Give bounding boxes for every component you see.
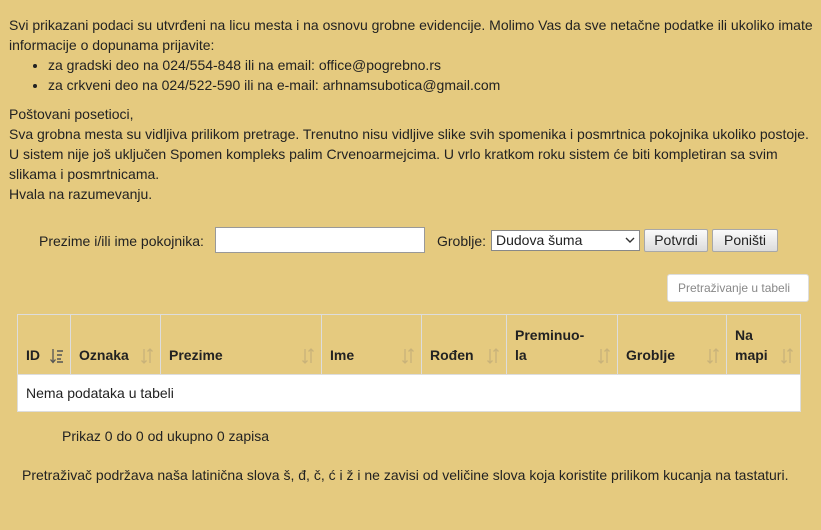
results-table bbox=[17, 314, 801, 412]
intro-section bbox=[9, 15, 814, 204]
footer-note: Pretraživač podržava naša latinična slova š, đ, č, ć i ž i ne zavisi od veličine slova koja koristite prilikom kucanja na tastaturi. bbox=[22, 467, 789, 483]
table-header bbox=[18, 315, 800, 375]
cemetery-label: Groblje: bbox=[437, 233, 487, 249]
column-header-preminuo[interactable] bbox=[507, 315, 618, 374]
column-label: Groblje bbox=[626, 347, 676, 363]
contact-item-city: • za gradski deo na 024/554-848 ili na email: office@pogrebno.rs bbox=[48, 55, 814, 75]
column-label: Na mapi bbox=[735, 327, 768, 363]
sort-ascending-icon bbox=[50, 348, 64, 364]
column-header-prezime[interactable] bbox=[161, 315, 322, 374]
sort-icon bbox=[140, 348, 154, 364]
column-label: Oznaka bbox=[79, 347, 129, 363]
sort-icon bbox=[301, 348, 315, 364]
column-header-id[interactable] bbox=[18, 315, 71, 374]
chevron-down-icon bbox=[624, 234, 636, 246]
column-label: ID bbox=[26, 347, 40, 363]
name-search-input[interactable] bbox=[215, 227, 425, 253]
column-label: Preminuo-la bbox=[515, 327, 585, 363]
reset-button[interactable]: Poništi bbox=[712, 229, 778, 252]
table-info: Prikaz 0 do 0 od ukupno 0 zapisa bbox=[62, 428, 270, 444]
table-row bbox=[18, 375, 800, 411]
empty-table-message: Nema podataka u tabeli bbox=[26, 385, 174, 401]
column-header-ime[interactable] bbox=[322, 315, 422, 374]
column-label: Prezime bbox=[169, 347, 223, 363]
greeting-text: Poštovani posetioci, bbox=[9, 106, 134, 122]
thanks-text: Hvala na razumevanju. bbox=[9, 186, 153, 202]
contact-item-church: • za crkveni deo na 024/522-590 ili na e-mail: arhnamsubotica@gmail.com bbox=[48, 75, 814, 95]
cemetery-select[interactable] bbox=[491, 230, 640, 251]
cemetery-selected-value: Dudova šuma bbox=[496, 232, 583, 248]
notice-text: Sva grobna mesta su vidljiva prilikom pretrage. Trenutno nisu vidljive slike svih spomenika i posmrtnica pokojnika ukoliko postoje. U sistem nije još uključen Spomen kompleks palim Crvenoarmejcima. U vrlo kratkom roku sistem će biti kompletiran sa svim slikama i posmrtnicama. bbox=[9, 126, 809, 182]
confirm-button[interactable]: Potvrdi bbox=[644, 229, 708, 252]
sort-icon bbox=[401, 348, 415, 364]
intro-paragraph: Svi prikazani podaci su utvrđeni na licu mesta i na osnovu grobne evidencije. Molimo Vas da sve netačne podatke ili ukoliko imate informacije o dopunama prijavite: bbox=[9, 17, 813, 53]
column-header-groblje[interactable] bbox=[618, 315, 727, 374]
column-header-na-mapi[interactable] bbox=[727, 315, 800, 374]
search-form bbox=[0, 227, 821, 255]
contact-list bbox=[9, 55, 814, 95]
name-label: Prezime i/ili ime pokojnika: bbox=[39, 233, 204, 249]
sort-icon bbox=[780, 348, 794, 364]
column-header-oznaka[interactable] bbox=[71, 315, 161, 374]
sort-icon bbox=[486, 348, 500, 364]
column-header-roden[interactable] bbox=[422, 315, 507, 374]
sort-icon bbox=[706, 348, 720, 364]
table-search-input[interactable]: Pretraživanje u tabeli bbox=[667, 274, 809, 302]
column-label: Ime bbox=[330, 347, 355, 363]
sort-icon bbox=[597, 348, 611, 364]
column-label: Rođen bbox=[430, 347, 474, 363]
